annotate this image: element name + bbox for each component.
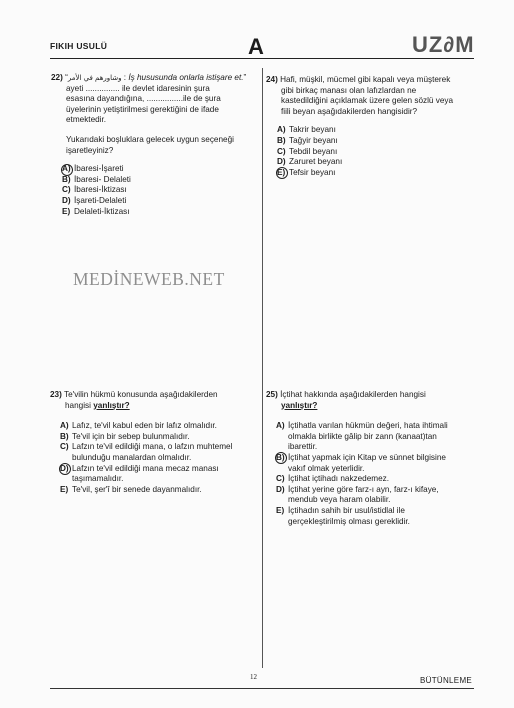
booklet-type: A bbox=[248, 34, 264, 59]
question-24-options bbox=[266, 125, 476, 178]
question-25 bbox=[266, 390, 478, 527]
option-a[interactable]: A) İbaresi-İşareti bbox=[62, 164, 124, 174]
question-24 bbox=[266, 75, 476, 178]
option-d[interactable]: D) İşareti-Delaleti bbox=[62, 195, 127, 205]
column-divider bbox=[262, 68, 263, 668]
option-label-selected: A) bbox=[62, 164, 74, 175]
verse-translation: İş hususunda onlarla istişare et. bbox=[128, 73, 244, 82]
question-22-prompt-line1: Yukarıdaki boşluklara gelecek uygun seçeneği bbox=[66, 134, 234, 144]
question-25-stem-line1: 25) İçtihat hakkında aşağıdakilerden hangisi bbox=[266, 390, 426, 399]
option-e[interactable]: E) İçtihadın sahih bir usul/istidlal ile gerçekleştirilmiş olması gereklidir. bbox=[276, 505, 410, 526]
footer-rule bbox=[50, 688, 474, 689]
question-number: 23) bbox=[50, 390, 62, 399]
question-24-stem-line4: fiili beyan aşağıdakilerden hangisidir? bbox=[281, 106, 418, 116]
question-23-options bbox=[50, 421, 260, 495]
option-label-selected: E) bbox=[277, 168, 289, 179]
option-a[interactable]: A) İçtihatla varılan hükmün değeri, hata ihtimali olmakla birlikte gâlip bir zann (kanaat)tan ibarettir. bbox=[276, 421, 448, 452]
watermark: MEDİNEWEB.NET bbox=[73, 269, 225, 289]
option-b[interactable]: B) Tağyir beyanı bbox=[277, 135, 338, 145]
option-b[interactable]: B) İçtihat yapmak için Kitap ve sünnet bilgisine vakıf olmak yeterlidir. bbox=[276, 452, 446, 473]
option-b[interactable]: B) Te'vil için bir sebep bulunmalıdır. bbox=[60, 431, 190, 441]
page-number: 12 bbox=[250, 673, 257, 681]
option-d[interactable]: D) Lafzın te'vil edildiği mana mecaz manası taşımamalıdır. bbox=[60, 463, 219, 484]
question-24-stem-line1: 24) Hafi, müşkil, mücmel gibi kapalı veya müşterek bbox=[266, 75, 451, 84]
option-c[interactable]: C) İbaresi-İktizası bbox=[62, 185, 127, 195]
option-a[interactable]: A) Takrir beyanı bbox=[277, 125, 336, 135]
question-22-stem-line3: esasına dayandığına, ................ile de şura bbox=[66, 94, 221, 104]
question-number: 22) bbox=[51, 73, 63, 82]
question-22-options bbox=[51, 164, 256, 217]
exam-type-label: BÜTÜNLEME bbox=[420, 676, 473, 685]
question-23-stem-line2: hangisi yanlıştır? bbox=[65, 400, 130, 410]
option-d[interactable]: D) Zaruret beyanı bbox=[277, 157, 343, 167]
question-25-stem-line2: yanlıştır? bbox=[281, 400, 318, 410]
option-c[interactable]: C) Lafzın te'vil edildiği mana, o lafzın muhtemel bulunduğu manalardan olmalıdır. bbox=[60, 442, 233, 462]
option-e[interactable]: E) Te'vil, şer'î bir senede dayanmalıdır. bbox=[60, 484, 202, 494]
option-a[interactable]: A) Lafız, te'vil kabul eden bir lafız olmalıdır. bbox=[60, 421, 217, 431]
question-22-stem-line5: etmektedir. bbox=[66, 115, 107, 125]
question-number: 24) bbox=[266, 75, 278, 84]
question-number: 25) bbox=[266, 390, 278, 399]
question-22-stem-line2: ayeti ............... ile devlet idaresinin şura bbox=[66, 83, 210, 93]
question-24-stem-line2: gibi birkaç manası olan lafızlardan ne bbox=[281, 85, 417, 95]
question-22 bbox=[51, 73, 256, 217]
question-23-stem-line1: 23) Te'vilin hükmü konusunda aşağıdakilerden bbox=[50, 390, 218, 399]
question-25-options bbox=[266, 421, 478, 527]
header-rule bbox=[50, 58, 474, 59]
question-23 bbox=[50, 390, 260, 495]
option-label-selected: D) bbox=[60, 464, 72, 475]
question-22-stem-line4: üyelerinin yetiştirilmesi gerektiğini de ifade bbox=[66, 104, 219, 114]
question-22-stem-line1: 22) “وشاورهم في الأمر : İş hususunda onlarla istişare et.” bbox=[51, 73, 247, 82]
arabic-verse: وشاورهم في الأمر bbox=[67, 74, 122, 82]
course-title: FIKIH USULÜ bbox=[50, 41, 108, 51]
option-e[interactable]: E) Tefsir beyanı bbox=[277, 167, 336, 177]
uzem-logo: UZ∂M bbox=[412, 32, 475, 57]
question-22-prompt-line2: işaretleyiniz? bbox=[66, 145, 114, 155]
option-e[interactable]: E) Delaleti-İktizası bbox=[62, 206, 130, 216]
option-b[interactable]: B) İbaresi- Delaleti bbox=[62, 174, 131, 184]
option-label-selected: B) bbox=[276, 453, 288, 464]
option-d[interactable]: D) İçtihat yerine göre farz-ı ayn, farz-ı kifaye, mendub veya haram olabilir. bbox=[276, 484, 439, 505]
option-c[interactable]: C) İçtihat içtihadı nakzedemez. bbox=[276, 474, 390, 484]
question-24-stem-line3: kastedildiğini açıklamak üzere gelen sözlü veya bbox=[281, 96, 454, 106]
option-c[interactable]: C) Tebdil beyanı bbox=[277, 146, 338, 156]
